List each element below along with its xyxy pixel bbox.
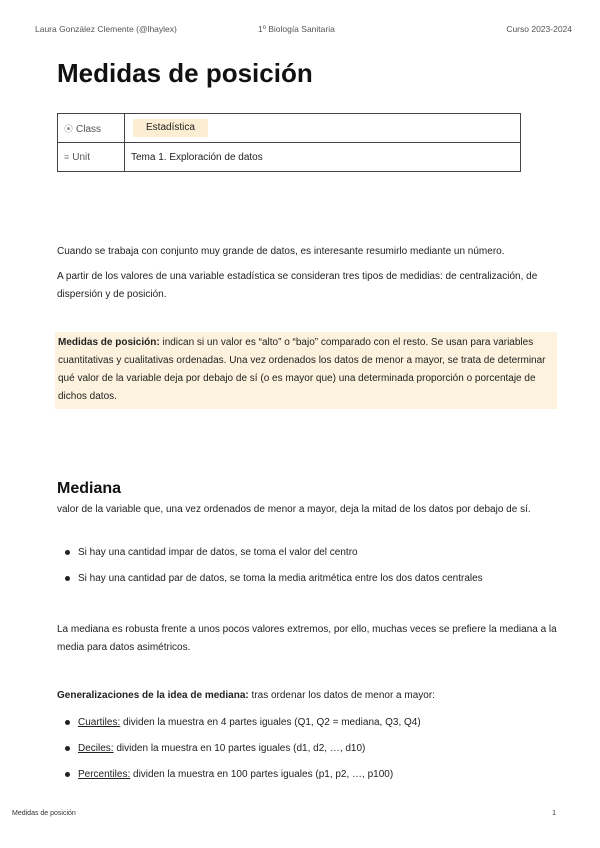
mediana-bullet-list (57, 546, 557, 598)
target-icon: ⦿ (64, 123, 74, 134)
header-course: 1º Biología Sanitaria (258, 24, 335, 34)
generalizations-list (57, 716, 557, 794)
list-item: Si hay una cantidad par de datos, se toma la media aritmética entre los dos datos centrales (57, 572, 557, 598)
generalizations-intro: Generalizaciones de la idea de mediana: tras ordenar los datos de menor a mayor: (57, 690, 435, 701)
header-author: Laura González Clemente (@lhaylex) (35, 24, 177, 34)
list-item: Deciles: dividen la muestra en 10 partes iguales (d1, d2, …, d10) (57, 742, 557, 768)
property-value-unit: Tema 1. Exploración de datos (125, 143, 521, 172)
callout-term: Medidas de posición: (58, 337, 160, 348)
generalizations-title: Generalizaciones de la idea de mediana: (57, 690, 249, 701)
property-key-unit: ≡ Unit (58, 143, 125, 172)
property-value-class (125, 114, 521, 143)
callout-text: indican si un valor es “alto” o “bajo” comparado con el resto. Se usan para variables cuantitativas y cualitativas ordenadas. Una vez ordenados los datos de menor a mayor, se trata de determinar qué valor de la variable deja por debajo de sí (o es mayor que) una determinada proporción o porcentaje de dichos datos. (58, 337, 546, 402)
page-title: Medidas de posición (57, 58, 313, 88)
properties-table (57, 113, 521, 172)
list-item: Percentiles: dividen la muestra en 100 partes iguales (p1, p2, …, p100) (57, 768, 557, 794)
class-tag[interactable]: Estadística (133, 119, 208, 137)
term-cuartiles: Cuartiles: (78, 717, 121, 728)
mediana-definition: valor de la variable que, una vez ordenados de menor a mayor, deja la mitad de los datos por debajo de sí. (57, 504, 531, 515)
property-key-class: ⦿ Class (58, 114, 125, 143)
footer-title: Medidas de posición (12, 810, 76, 817)
intro-paragraph-1: Cuando se trabaja con conjunto muy grande de datos, es interesante resumirlo mediante un número. (57, 246, 505, 257)
callout-block (55, 332, 557, 409)
section-heading-mediana: Mediana (57, 480, 122, 497)
header-year: Curso 2023-2024 (506, 24, 572, 34)
list-item: Si hay una cantidad impar de datos, se toma el valor del centro (57, 546, 557, 572)
list-item: Cuartiles: dividen la muestra en 4 partes iguales (Q1, Q2 = mediana, Q3, Q4) (57, 716, 557, 742)
lines-icon: ≡ (64, 151, 70, 162)
term-deciles: Deciles: (78, 743, 114, 754)
property-row-unit (58, 143, 521, 172)
property-row-class (58, 114, 521, 143)
intro-paragraph-2: A partir de los valores de una variable estadística se consideran tres tipos de medidias: de centralización, de dispersión y de posición. (57, 271, 538, 300)
term-percentiles: Percentiles: (78, 769, 131, 780)
mediana-robust-paragraph: La mediana es robusta frente a unos pocos valores extremos, por ello, muchas veces se prefiere la mediana a la media para datos asimétricos. (57, 624, 557, 653)
page-number: 1 (552, 810, 556, 817)
